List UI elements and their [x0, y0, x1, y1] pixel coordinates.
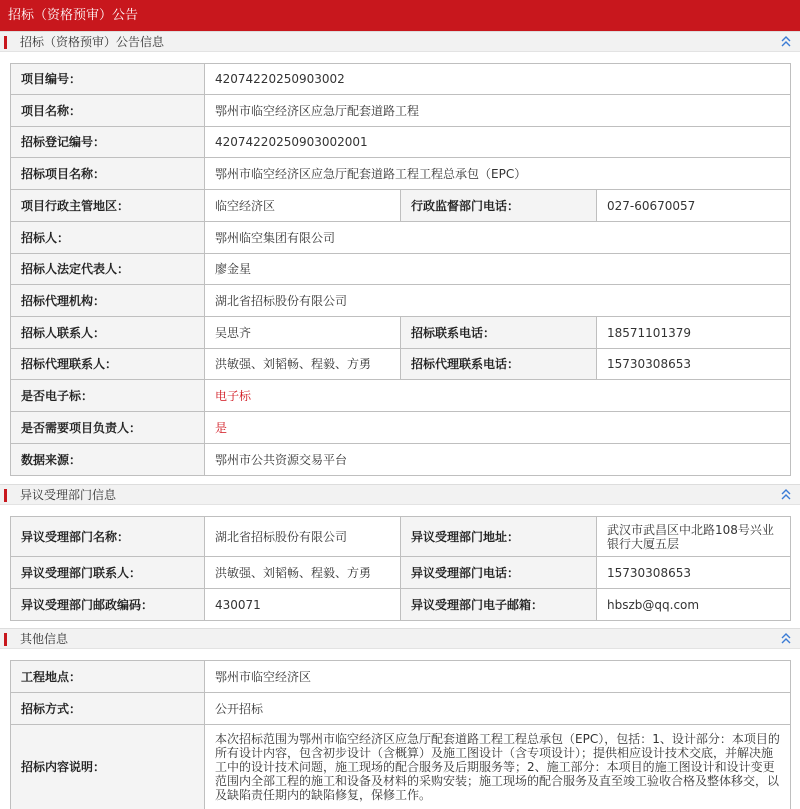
- location-value: 鄂州市临空经济区: [205, 661, 791, 693]
- reg-no-label: 招标登记编号：: [11, 127, 205, 158]
- table-row: [11, 190, 791, 222]
- objection-dept-table: [10, 516, 791, 621]
- dept-postcode-label: 异议受理部门邮政编码：: [11, 589, 205, 621]
- tenderer-label: 招标人：: [11, 222, 205, 254]
- tenderer-value: 鄂州临空集团有限公司: [205, 222, 791, 254]
- legal-rep-value: 廖金星: [205, 254, 791, 285]
- dept-contact-label: 异议受理部门联系人：: [11, 557, 205, 589]
- table-row: [11, 317, 791, 349]
- source-value: 鄂州市公共资源交易平台: [205, 444, 791, 476]
- agency-value: 湖北省招标股份有限公司: [205, 285, 791, 317]
- dept-address-label: 异议受理部门地址：: [401, 517, 597, 557]
- dept-contact-value: 洪敏强、刘韬畅、程毅、方勇: [205, 557, 401, 589]
- dept-name-label: 异议受理部门名称：: [11, 517, 205, 557]
- table-row: [11, 661, 791, 693]
- table-row: [11, 589, 791, 621]
- section-marker: [4, 489, 7, 502]
- table-row: [11, 285, 791, 317]
- tenderer-phone-value: 18571101379: [597, 317, 791, 349]
- agency-phone-value: 15730308653: [597, 349, 791, 380]
- supervise-phone-label: 行政监督部门电话：: [401, 190, 597, 222]
- other-info-table: [10, 660, 791, 809]
- dept-address-value: 武汉市武昌区中北路108号兴业银行大厦五层: [597, 517, 791, 557]
- dept-email-value: hbszb@qq.com: [597, 589, 791, 621]
- table-row: [11, 158, 791, 190]
- dept-email-label: 异议受理部门电子邮箱：: [401, 589, 597, 621]
- agency-contact-value: 洪敏强、刘韬畅、程毅、方勇: [205, 349, 401, 380]
- table-row: [11, 557, 791, 589]
- table-row: [11, 127, 791, 158]
- double-chevron-up-icon[interactable]: [780, 487, 792, 501]
- dept-postcode-value: 430071: [205, 589, 401, 621]
- section-header-notice-info: [0, 31, 800, 52]
- agency-phone-label: 招标代理联系电话：: [401, 349, 597, 380]
- project-name-value: 鄂州市临空经济区应急厅配套道路工程: [205, 95, 791, 127]
- section-title: 异议受理部门信息: [20, 488, 117, 502]
- table-row: [11, 95, 791, 127]
- project-no-label: 项目编号：: [11, 64, 205, 95]
- page-title-bar: [0, 0, 800, 31]
- legal-rep-label: 招标人法定代表人：: [11, 254, 205, 285]
- double-chevron-up-icon[interactable]: [780, 34, 792, 48]
- project-no-value: 42074220250903002: [205, 64, 791, 95]
- section-header-objection-dept: [0, 484, 800, 505]
- table-row: [11, 64, 791, 95]
- electronic-value: 电子标: [205, 380, 791, 412]
- location-label: 工程地点：: [11, 661, 205, 693]
- table-row: [11, 254, 791, 285]
- source-label: 数据来源：: [11, 444, 205, 476]
- section-title: 其他信息: [20, 632, 69, 646]
- supervise-phone-value: 027-60670057: [597, 190, 791, 222]
- notice-info-table: [10, 63, 791, 476]
- tenderer-contact-value: 吴思齐: [205, 317, 401, 349]
- project-name-label: 项目名称：: [11, 95, 205, 127]
- table-row: [11, 517, 791, 557]
- content-label: 招标内容说明：: [11, 725, 205, 809]
- method-value: 公开招标: [205, 693, 791, 725]
- table-row: [11, 444, 791, 476]
- agency-contact-label: 招标代理联系人：: [11, 349, 205, 380]
- content-value: 本次招标范围为鄂州市临空经济区应急厅配套道路工程工程总承包（EPC），包括：1、设计部分：本项目的所有设计内容，包含初步设计（含概算）及施工图设计（含专项设计）；提供相应设计技术交底，并解决施工中的设计技术问题，施工现场的配合服务及后期服务等；2、施工部分：本项目的施工图设计和设计变更范围内全部工程的施工和设备及材料的采购安装；施工现场的配合服务及直至竣工验收合格及整体移交，以及缺陷责任期内的缺陷修复，保修工作。: [205, 725, 791, 809]
- section-header-other-info: [0, 628, 800, 649]
- section-marker: [4, 36, 7, 49]
- table-row: [11, 222, 791, 254]
- table-row: [11, 412, 791, 444]
- method-label: 招标方式：: [11, 693, 205, 725]
- need-manager-label: 是否需要项目负责人：: [11, 412, 205, 444]
- double-chevron-up-icon[interactable]: [780, 631, 792, 645]
- section-marker: [4, 633, 7, 646]
- tenderer-phone-label: 招标联系电话：: [401, 317, 597, 349]
- page-title: 招标（资格预审）公告: [8, 8, 139, 23]
- admin-region-value: 临空经济区: [205, 190, 401, 222]
- section-title: 招标（资格预审）公告信息: [20, 35, 165, 49]
- admin-region-label: 项目行政主管地区：: [11, 190, 205, 222]
- electronic-label: 是否电子标：: [11, 380, 205, 412]
- table-row: [11, 380, 791, 412]
- reg-no-value: 42074220250903002001: [205, 127, 791, 158]
- dept-phone-value: 15730308653: [597, 557, 791, 589]
- dept-name-value: 湖北省招标股份有限公司: [205, 517, 401, 557]
- tenderer-contact-label: 招标人联系人：: [11, 317, 205, 349]
- need-manager-value: 是: [205, 412, 791, 444]
- table-row: [11, 725, 791, 809]
- bid-project-name-label: 招标项目名称：: [11, 158, 205, 190]
- bid-project-name-value: 鄂州市临空经济区应急厅配套道路工程工程总承包（EPC）: [205, 158, 791, 190]
- table-row: [11, 693, 791, 725]
- table-row: [11, 349, 791, 380]
- dept-phone-label: 异议受理部门电话：: [401, 557, 597, 589]
- agency-label: 招标代理机构：: [11, 285, 205, 317]
